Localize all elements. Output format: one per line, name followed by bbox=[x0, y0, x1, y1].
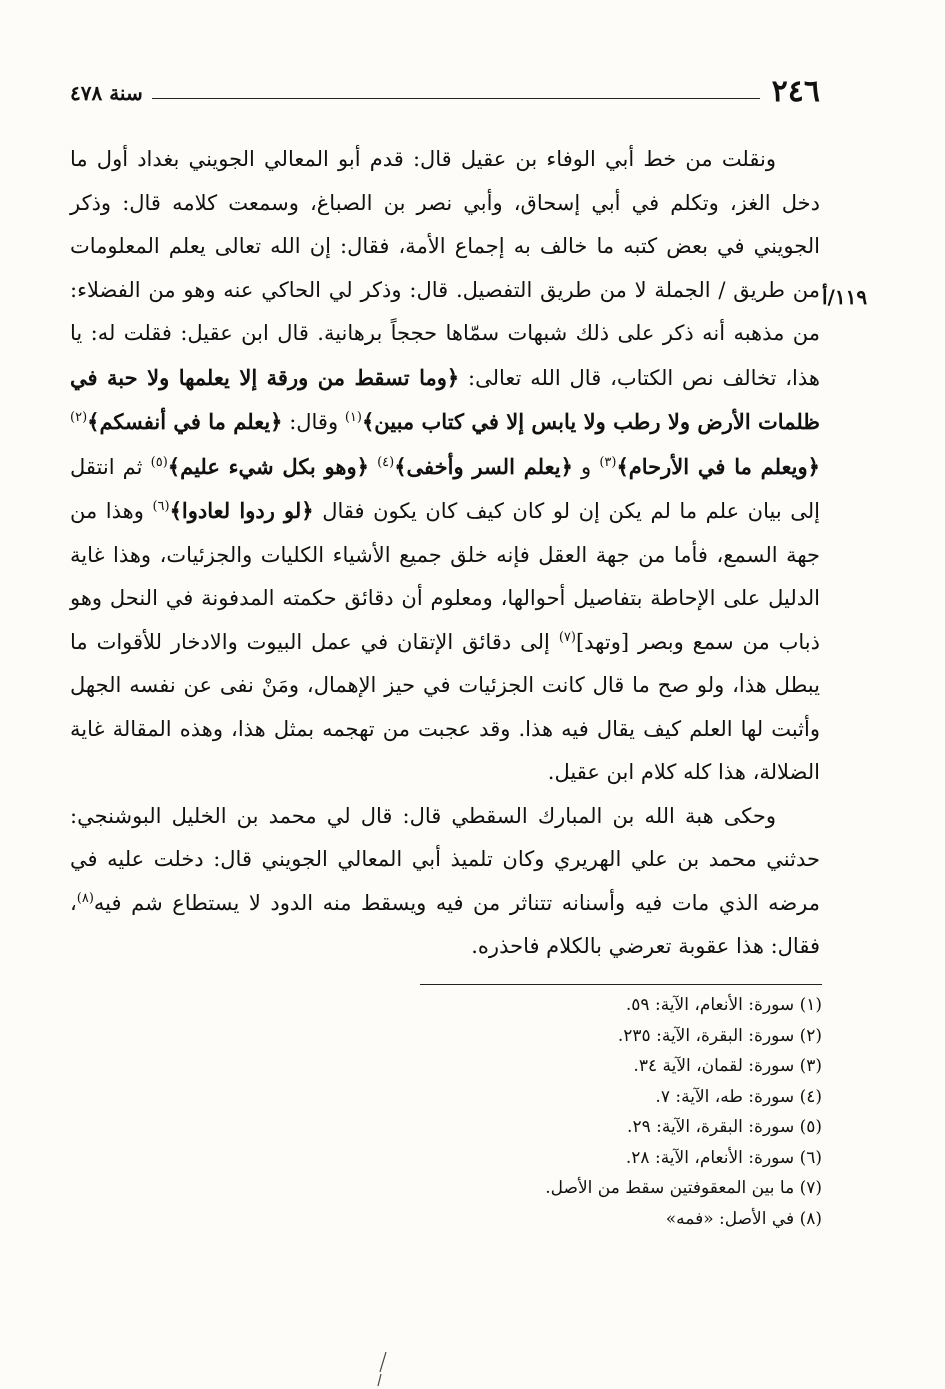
text-segment: و bbox=[572, 454, 600, 479]
paragraph-1 bbox=[70, 138, 820, 795]
quran-quote: ﴿ويعلم ما في الأرحام﴾ bbox=[616, 453, 820, 479]
quran-quote: ﴿يعلم ما في أنفسكم﴾ bbox=[87, 409, 283, 434]
quran-quote: ﴿وما تسقط من ورقة إلا يعلمها ولا حبة في ظلمات الأرض ولا رطب ولا يابس إلا في كتاب مبين﴾ bbox=[70, 364, 820, 434]
footnote-6: (٦) سورة: الأنعام، الآية: ٢٨. bbox=[625, 1147, 822, 1168]
text-segment: وحكى هبة الله بن المبارك السقطي قال: قال لي محمد بن الخليل البوشنجي: حدثني محمد بن علي الهريري وكان تلميذ أبي المعالي الجويني قال: دخلت عليه في مرضه الذي مات فيه وأسنانه تتناثر من فيه ويسقط منه الدود لا يستطاع شم فيه bbox=[70, 803, 820, 915]
footnote-1: (١) سورة: الأنعام، الآية: ٥٩. bbox=[625, 995, 822, 1015]
text-segment: وهذا من جهة السمع، فأما من جهة العقل فإنه خلق جميع الأشياء الكليات والجزئيات، وهذا غاية الدليل على الإحاطة بتفاصيل أحوالها، ومعلوم أن دقائق حكمته المدفونة في النحل وهو ذباب من سمع وبصر [وتهد] bbox=[70, 499, 821, 654]
footnote-ref: (٨) bbox=[76, 890, 94, 906]
quran-quote: ﴿لو ردوا لعادوا﴾ bbox=[169, 498, 314, 523]
footnote-4: (٤) سورة: طه، الآية: ٧. bbox=[655, 1086, 822, 1107]
footnote-ref: (٧) bbox=[558, 629, 576, 645]
text-segment: وقال: bbox=[289, 410, 345, 434]
quran-quote: ﴿وهو بكل شيء عليم﴾ bbox=[167, 453, 369, 479]
footnote-5: (٥) سورة: البقرة، الآية: ٢٩. bbox=[627, 1117, 822, 1137]
text-segment: ونقلت من خط أبي الوفاء بن عقيل قال: قدم أبو المعالي الجويني بغداد أول ما دخل الغز، وتكلم في أبي إسحاق، وأبي نصر بن الصباغ، وسمعت كلامه قال: وذكر الجويني في بعض كتبه ما خالف به إجماع الأمة، فقال: إن الله تعالى يعلم المعلومات من طريق / الجملة لا من طريق التفصيل. قال: وذكر لي الحاكي عنه وهو من الفضلاء: من مذهبه أنه ذكر على ذلك شبهات سمّاها حججاً برهانية. قال ابن عقيل: فقلت له: يا هذا، تخالف نص الكتاب، قال الله تعالى: bbox=[70, 147, 820, 390]
footnote-ref: (٤) bbox=[377, 454, 395, 470]
text-segment: ، فقال: هذا عقوبة تعرضي بالكلام فاحذره. bbox=[70, 890, 820, 958]
footnote-3: (٣) سورة: لقمان، الآية ٣٤. bbox=[633, 1056, 822, 1076]
footnote-ref: (١) bbox=[344, 410, 362, 425]
text-segment: ثم انتقل إلى بيان علم ما لم يكن إن لو كان كيف كان يكون فقال bbox=[70, 454, 820, 523]
footnote-8: (٨) في الأصل: «فمه» bbox=[665, 1208, 822, 1229]
footnotes bbox=[300, 990, 822, 1234]
page-header bbox=[70, 72, 820, 112]
running-head-year: سنة ٤٧٨ bbox=[70, 81, 143, 105]
footnote-separator bbox=[420, 984, 822, 985]
page-number: ٢٤٦ bbox=[771, 74, 820, 109]
main-text bbox=[70, 138, 820, 969]
header-rule bbox=[152, 98, 760, 99]
quran-quote: ﴿يعلم السر وأخفى﴾ bbox=[394, 453, 573, 479]
footnote-2: (٢) سورة: البقرة، الآية: ٢٣٥. bbox=[617, 1025, 822, 1046]
footnote-7: (٧) ما بين المعقوفتين سقط من الأصل. bbox=[545, 1178, 822, 1198]
footnote-ref: (٣) bbox=[599, 454, 617, 470]
scan-pen-mark bbox=[372, 1350, 392, 1389]
footnote-ref: (٥) bbox=[150, 454, 168, 470]
footnote-ref: (٢) bbox=[70, 410, 88, 425]
margin-folio-reference: ١١٩/أ bbox=[822, 285, 868, 309]
text-segment: إلى دقائق الإتقان في عمل البيوت والادخار للأقوات ما يبطل هذا، ولو صح ما قال كانت الجزئيات في حيز الإهمال، ومَنْ نفى عن نفسه الجهل وأثبت لها العلم كيف يقال فيه هذا. وقد عجبت من تهجمه بمثل هذا، وهذه المقالة غاية الضلالة، هذا كله كلام ابن عقيل. bbox=[70, 629, 820, 784]
paragraph-2 bbox=[70, 795, 820, 969]
footnote-ref: (٦) bbox=[152, 499, 170, 514]
